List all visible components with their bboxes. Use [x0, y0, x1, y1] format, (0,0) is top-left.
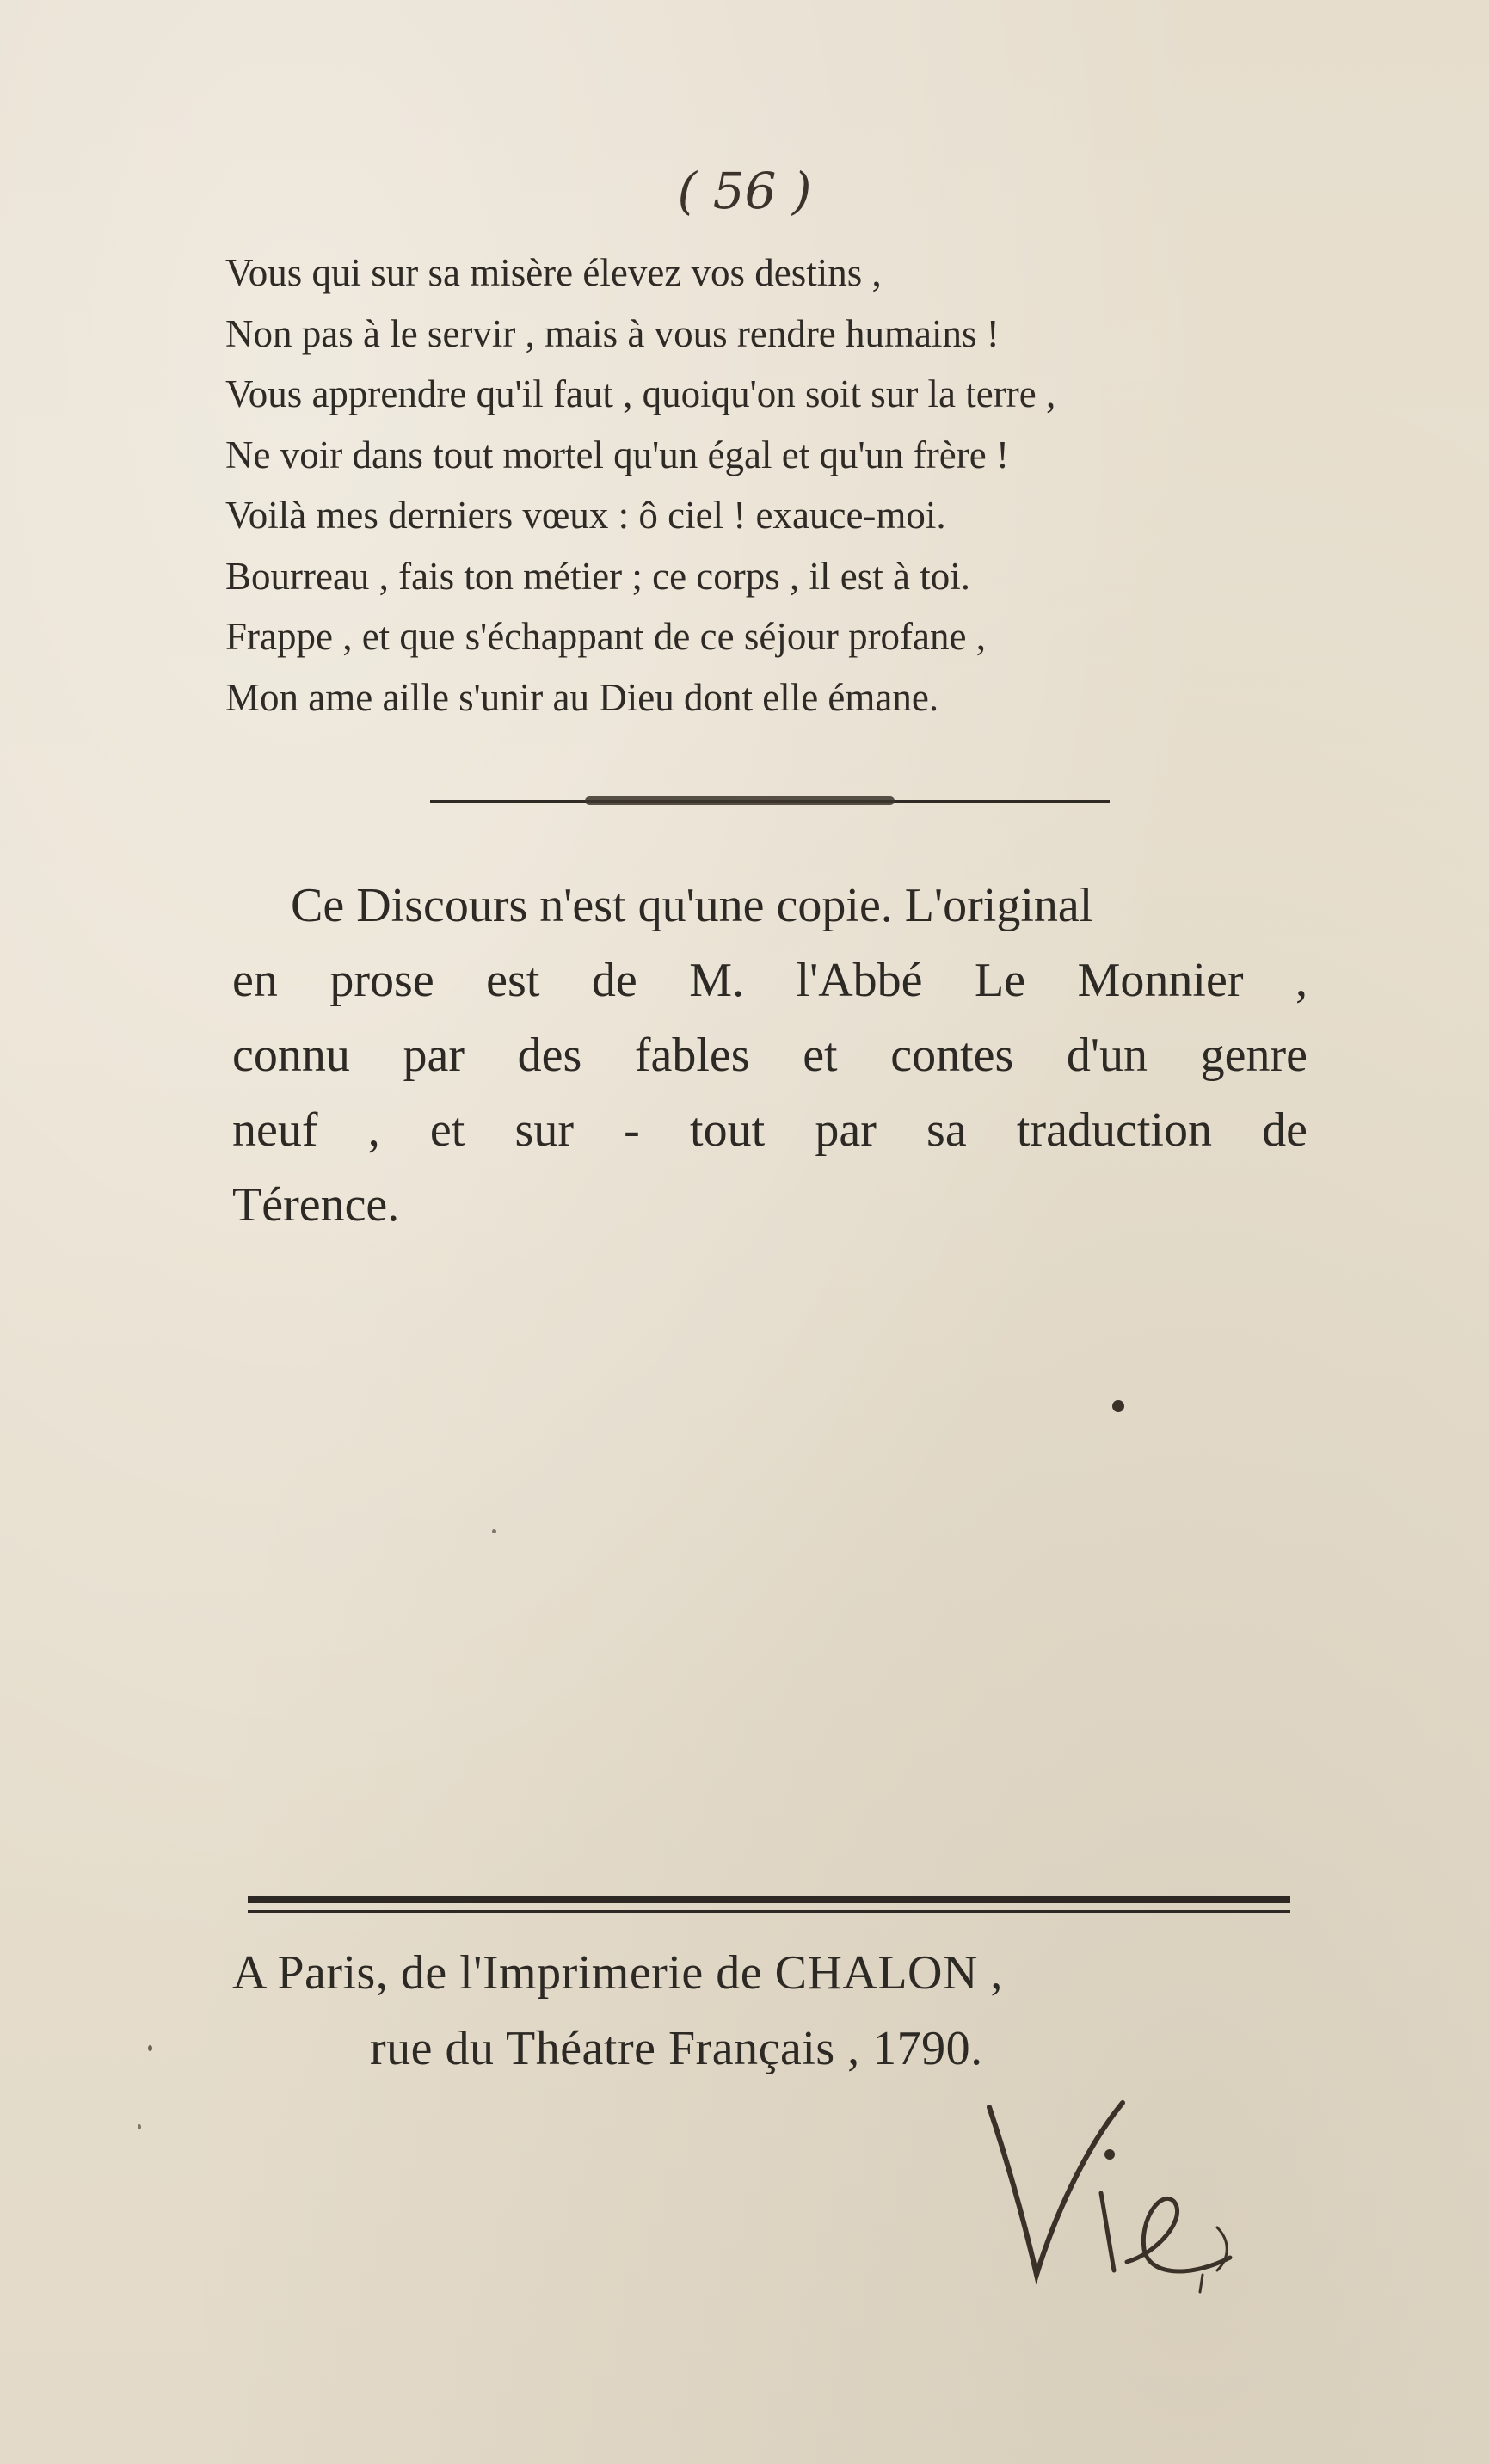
imprint-line-1: A Paris, de l'Imprimerie de CHALON ,	[232, 1946, 1003, 2000]
ink-speck	[138, 2124, 141, 2129]
verse-line: Voilà mes derniers vœux : ô ciel ! exauce-moi.	[225, 494, 946, 537]
verse-line: Mon ame aille s'unir au Dieu dont elle émane.	[225, 675, 939, 719]
handwritten-signature	[972, 2090, 1247, 2296]
section-divider	[430, 800, 1110, 803]
note-line: connu par des fables et contes d'un genre	[232, 1029, 1307, 1082]
verse-line: Bourreau , fais ton métier ; ce corps , il est à toi.	[225, 554, 970, 598]
verse-line: Vous qui sur sa misère élevez vos destins ,	[225, 251, 882, 294]
verse-line: Ne voir dans tout mortel qu'un égal et qu'un frère !	[225, 433, 1009, 476]
page-number: ( 56 )	[677, 162, 812, 220]
ink-speck	[148, 2045, 152, 2051]
divider-thick-rule	[248, 1896, 1290, 1903]
note-line: neuf , et sur - tout par sa traduction de	[232, 1103, 1307, 1157]
imprint-line-2: rue du Théatre Français , 1790.	[370, 2022, 983, 2075]
divider-thin-rule	[248, 1910, 1290, 1913]
verse-block	[225, 243, 1344, 728]
verse-line: Frappe , et que s'échappant de ce séjour profane ,	[225, 615, 986, 658]
ink-speck	[492, 1529, 496, 1533]
note-line: en prose est de M. l'Abbé Le Monnier ,	[232, 954, 1307, 1007]
imprint-block	[232, 1935, 1307, 2086]
verse-line: Non pas à le servir , mais à vous rendre humains !	[225, 311, 1000, 355]
verse-line: Vous apprendre qu'il faut , quoiqu'on soit sur la terre ,	[225, 372, 1056, 415]
note-line: Térence.	[232, 1178, 400, 1232]
imprint-divider	[248, 1896, 1290, 1913]
ink-speck	[1112, 1400, 1124, 1412]
note-paragraph	[232, 869, 1307, 1243]
note-line: Ce Discours n'est qu'une copie. L'original	[291, 879, 1093, 932]
